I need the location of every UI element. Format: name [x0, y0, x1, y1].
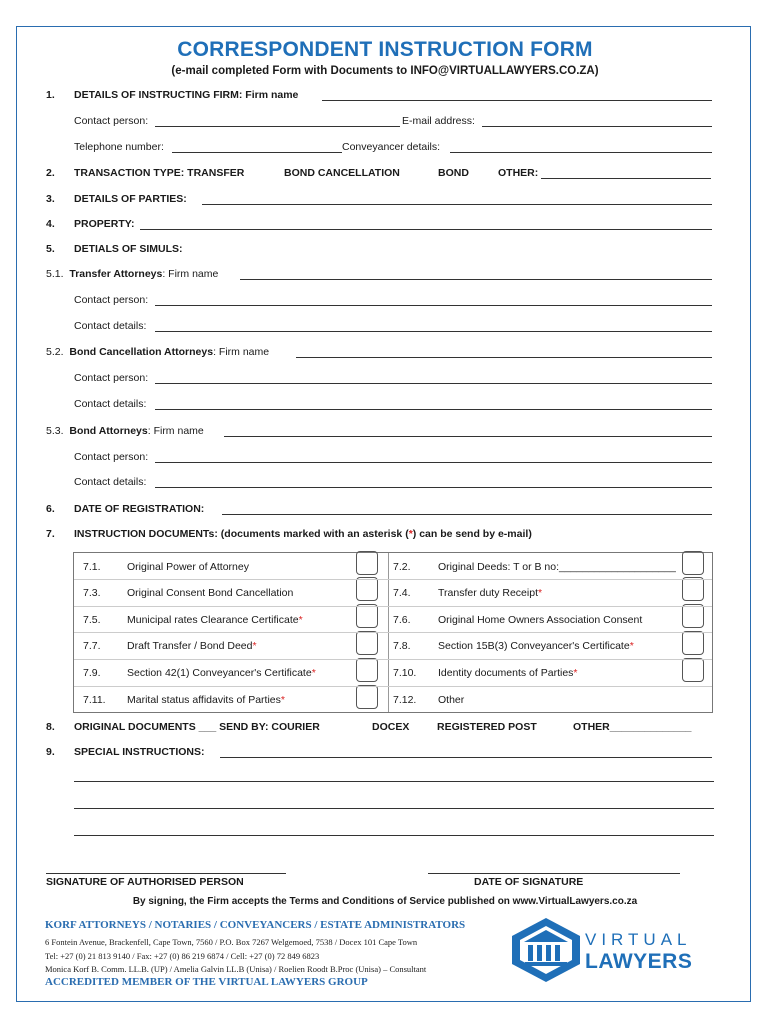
cancellation-details-field[interactable]	[155, 409, 712, 410]
document-name-text: Original Home Owners Association Consent	[438, 614, 643, 626]
form-subtitle: (e-mail completed Form with Documents to INFO@VIRTUALLAWYERS.CO.ZA)	[171, 65, 599, 77]
simul-5-3	[46, 425, 204, 437]
option-send-other[interactable]: OTHER______________	[573, 721, 692, 733]
simul-5-1-label: Transfer Attorneys	[69, 268, 163, 280]
document-name	[127, 614, 303, 626]
cancellation-contact-field[interactable]	[155, 383, 712, 384]
virtual-lawyers-logo-icon	[508, 916, 584, 984]
section-7-number: 7.	[46, 528, 55, 540]
document-asterisk: *	[629, 640, 634, 652]
document-name	[438, 614, 642, 626]
special-instructions-line-3[interactable]	[74, 808, 714, 809]
table-row-divider	[74, 632, 712, 633]
document-name	[438, 667, 578, 679]
document-name-text: Section 42(1) Conveyancer's Certificate	[127, 667, 312, 679]
terms-statement: By signing, the Firm accepts the Terms and Conditions of Service published on www.VirtualLawyers.co.za	[132, 896, 638, 907]
document-name	[438, 640, 634, 652]
footer-accredited: ACCREDITED MEMBER OF THE VIRTUAL LAWYERS GROUP	[45, 976, 368, 988]
document-name-text: Transfer duty Receipt	[438, 587, 538, 599]
transfer-contact-field[interactable]	[155, 305, 712, 306]
table-row-divider	[74, 686, 712, 687]
document-name-text: Identity documents of Parties	[438, 667, 574, 679]
document-checkbox[interactable]	[682, 551, 704, 575]
document-number: 7.12.	[393, 694, 417, 706]
document-name	[127, 561, 249, 573]
document-asterisk: *	[573, 667, 578, 679]
transaction-other-field[interactable]	[541, 178, 711, 179]
document-checkbox[interactable]	[682, 658, 704, 682]
instruction-documents-text-b: ) can be send by e-mail)	[412, 528, 532, 540]
logo-text-virtual: VIRTUAL	[585, 930, 692, 949]
document-number: 7.7.	[83, 640, 101, 652]
document-asterisk: *	[280, 694, 285, 706]
document-checkbox[interactable]	[682, 604, 704, 628]
special-instructions-line-4[interactable]	[74, 835, 714, 836]
section-2-number: 2.	[46, 167, 55, 179]
simul-5-2-label: Bond Cancellation Attorneys	[69, 346, 214, 358]
simul-5-1	[46, 268, 218, 280]
option-bond-cancellation[interactable]: BOND CANCELLATION	[284, 167, 400, 179]
document-asterisk: *	[252, 640, 257, 652]
transfer-contact-label: Contact person:	[74, 294, 149, 306]
document-name	[438, 587, 542, 599]
option-other[interactable]: OTHER:	[498, 167, 539, 179]
simul-5-3-suffix: : Firm name	[147, 425, 204, 437]
instruction-documents-label	[74, 528, 532, 540]
section-1-number: 1.	[46, 89, 55, 101]
section-9-number: 9.	[46, 746, 55, 758]
bond-details-field[interactable]	[155, 487, 712, 488]
simul-5-3-label: Bond Attorneys	[69, 425, 148, 437]
logo-text-lawyers: LAWYERS	[585, 950, 693, 973]
footer-people: Monica Korf B. Comm. LL.B. (UP) / Amelia Galvin LL.B (Unisa) / Roelien Roodt B.Proc (Unisa) – Consultant	[45, 964, 427, 974]
document-number: 7.5.	[83, 614, 101, 626]
document-name-text: Original Consent Bond Cancellation	[127, 587, 294, 599]
document-name	[438, 561, 676, 573]
document-number: 7.4.	[393, 587, 411, 599]
document-asterisk: *	[538, 587, 543, 599]
cancellation-contact-label: Contact person:	[74, 372, 149, 384]
email-label: E-mail address:	[402, 115, 475, 127]
date-signature-line[interactable]	[428, 873, 680, 874]
contact-person-field[interactable]	[155, 126, 400, 127]
registration-date-field[interactable]	[222, 514, 712, 515]
signature-label: SIGNATURE OF AUTHORISED PERSON	[46, 876, 244, 888]
conveyancer-label: Conveyancer details:	[342, 141, 441, 153]
document-name-text: Original Deeds: T or B no:____________________	[438, 561, 676, 573]
document-name	[127, 694, 285, 706]
special-instructions-label: SPECIAL INSTRUCTIONS:	[74, 746, 205, 758]
document-asterisk: *	[311, 667, 316, 679]
simul-5-1-number: 5.1.	[46, 268, 64, 280]
section-5-number: 5.	[46, 243, 55, 255]
simul-5-2	[46, 346, 269, 358]
instruction-documents-text-a: INSTRUCTION DOCUMENTs: (documents marked with an asterisk (	[74, 528, 409, 540]
email-field[interactable]	[482, 126, 712, 127]
cancellation-firm-field[interactable]	[296, 357, 712, 358]
telephone-field[interactable]	[172, 152, 342, 153]
document-name-text: Marital status affidavits of Parties	[127, 694, 281, 706]
option-docex[interactable]: DOCEX	[372, 721, 410, 733]
document-number: 7.9.	[83, 667, 101, 679]
transfer-details-label: Contact details:	[74, 320, 147, 332]
option-registered-post[interactable]: REGISTERED POST	[437, 721, 537, 733]
document-asterisk: *	[298, 614, 303, 626]
simul-5-2-number: 5.2.	[46, 346, 64, 358]
document-number: 7.1.	[83, 561, 101, 573]
cancellation-details-label: Contact details:	[74, 398, 147, 410]
document-name	[127, 667, 316, 679]
section-4-number: 4.	[46, 218, 55, 230]
section-1-label: DETAILS OF INSTRUCTING FIRM: Firm name	[74, 89, 299, 101]
document-checkbox[interactable]	[682, 577, 704, 601]
contact-person-label: Contact person:	[74, 115, 149, 127]
form-title: CORRESPONDENT INSTRUCTION FORM	[177, 38, 593, 61]
document-name-text: Original Power of Attorney	[127, 561, 249, 573]
section-8-number: 8.	[46, 721, 55, 733]
firm-name-field[interactable]	[322, 100, 712, 101]
document-checkbox[interactable]	[356, 658, 378, 682]
original-documents-label: ORIGINAL DOCUMENTS ___ SEND BY: COURIER	[74, 721, 320, 733]
parties-field[interactable]	[202, 204, 712, 205]
document-name	[127, 587, 293, 599]
document-name-text: Draft Transfer / Bond Deed	[127, 640, 253, 652]
table-row-divider	[74, 606, 712, 607]
document-name-text: Section 15B(3) Conveyancer's Certificate	[438, 640, 630, 652]
document-checkbox[interactable]	[356, 577, 378, 601]
bond-firm-field[interactable]	[224, 436, 712, 437]
document-name-text: Municipal rates Clearance Certificate	[127, 614, 299, 626]
option-bond[interactable]: BOND	[438, 167, 469, 179]
document-number: 7.10.	[393, 667, 417, 679]
document-checkbox[interactable]	[682, 631, 704, 655]
date-signature-label: DATE OF SIGNATURE	[474, 876, 584, 888]
special-instructions-field[interactable]	[220, 757, 712, 758]
document-number: 7.6.	[393, 614, 411, 626]
document-checkbox[interactable]	[356, 604, 378, 628]
transfer-firm-field[interactable]	[240, 279, 712, 280]
registration-date-label: DATE OF REGISTRATION:	[74, 503, 205, 515]
document-number: 7.3.	[83, 587, 101, 599]
bond-contact-field[interactable]	[155, 462, 712, 463]
simul-5-1-suffix: : Firm name	[162, 268, 219, 280]
footer-address: 6 Fontein Avenue, Brackenfell, Cape Town, 7560 / P.O. Box 7267 Welgemoed, 7538 / Docex 101 Cape Town	[45, 937, 418, 947]
document-checkbox[interactable]	[356, 551, 378, 575]
document-number: 7.11.	[83, 694, 106, 706]
document-number: 7.8.	[393, 640, 411, 652]
transfer-details-field[interactable]	[155, 331, 712, 332]
footer-firm-title: KORF ATTORNEYS / NOTARIES / CONVEYANCERS / ESTATE ADMINISTRATORS	[45, 919, 466, 931]
document-name	[438, 694, 464, 706]
document-name-text: Other	[438, 694, 465, 706]
property-field[interactable]	[140, 229, 712, 230]
signature-line[interactable]	[46, 873, 286, 874]
simul-5-2-suffix: : Firm name	[213, 346, 270, 358]
section-6-number: 6.	[46, 503, 55, 515]
document-checkbox[interactable]	[356, 685, 378, 709]
special-instructions-line-2[interactable]	[74, 781, 714, 782]
document-number: 7.2.	[393, 561, 411, 573]
footer-phone: Tel: +27 (0) 21 813 9140 / Fax: +27 (0) 86 219 6874 / Cell: +27 (0) 72 849 6823	[45, 951, 320, 961]
table-row-divider	[74, 579, 712, 580]
telephone-label: Telephone number:	[74, 141, 164, 153]
transaction-type-label: TRANSACTION TYPE: TRANSFER	[74, 167, 245, 179]
section-3-number: 3.	[46, 193, 55, 205]
bond-details-label: Contact details:	[74, 476, 147, 488]
property-label: PROPERTY:	[74, 218, 135, 230]
simul-5-3-number: 5.3.	[46, 425, 64, 437]
document-checkbox[interactable]	[356, 631, 378, 655]
conveyancer-field[interactable]	[450, 152, 712, 153]
table-row-divider	[74, 659, 712, 660]
bond-contact-label: Contact person:	[74, 451, 149, 463]
simuls-label: DETIALS OF SIMULS:	[74, 243, 183, 255]
asterisk-marker: *	[408, 528, 413, 540]
parties-label: DETAILS OF PARTIES:	[74, 193, 187, 205]
document-name	[127, 640, 257, 652]
